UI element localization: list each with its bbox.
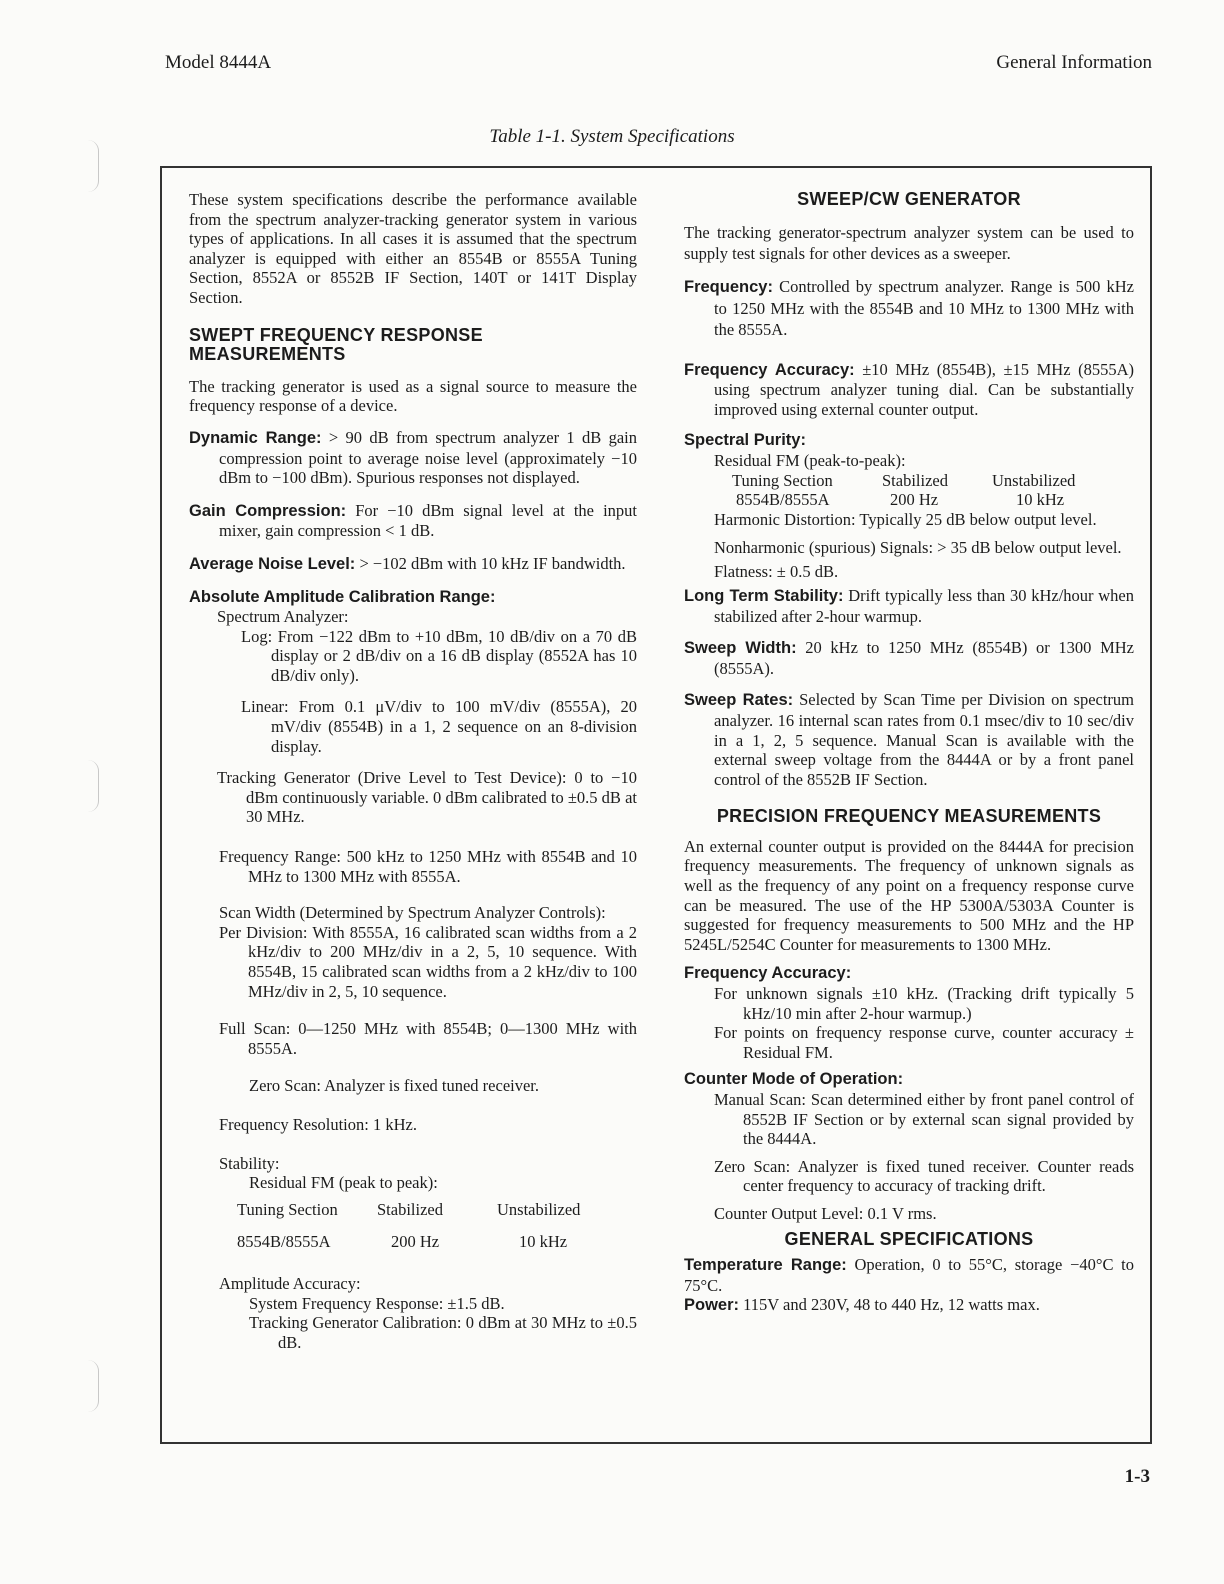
sweep-rates-text: Selected by Scan Time per Division on spectrum analyzer. 16 internal scan rates from 0.1 msec/div to 10 sec/div in a 1, 2, 5 sequence. Manual Scan is available with the external sweep voltage from the 8444A or by a front panel control of the 8552B IF Section. xyxy=(714,690,1135,789)
sweep-width-text: 20 kHz to 1250 MHz (8554B) or 1300 MHz (8555A). xyxy=(714,638,1134,678)
table-cell-tuning: 8554B/8555A xyxy=(736,490,830,510)
counter-mode-label: Counter Mode of Operation: xyxy=(684,1070,904,1089)
avg-noise-text: > −102 dBm with 10 kHz IF bandwidth. xyxy=(359,553,626,573)
sweep-intro: The tracking generator-spectrum analyzer system can be used to supply test signals for other devices as a sweeper. xyxy=(684,222,1134,263)
table-caption: Table 1-1. System Specifications xyxy=(489,126,735,147)
power-spec xyxy=(684,1295,1134,1316)
left-column xyxy=(189,190,637,1352)
spec-table-frame xyxy=(160,166,1152,1444)
freq-accuracy-text: ±10 MHz (8554B), ±15 MHz (8555A) using spectrum analyzer tuning dial. Can be substantially improved using external counter output. xyxy=(714,359,1134,419)
sys-freq-response-spec: System Frequency Response: ±1.5 dB. xyxy=(249,1293,505,1313)
linear-spec: Linear: From 0.1 μV/div to 100 mV/div (8555A), 20 mV/div (8554B) in a 1, 2 sequence on an 8-division display. xyxy=(241,697,637,756)
spectrum-analyzer-label: Spectrum Analyzer: xyxy=(217,607,349,627)
power-text: 115V and 230V, 48 to 440 Hz, 12 watts max. xyxy=(743,1295,1040,1315)
frequency-spec xyxy=(684,276,1134,340)
gain-compression-label: Gain Compression: xyxy=(189,501,347,520)
long-term-spec xyxy=(684,586,1134,626)
manual-scan-spec: Manual Scan: Scan determined either by front panel control of 8552B IF Section or by external scan signal provided by the 8444A. xyxy=(714,1090,1134,1149)
table-header-stabilized: Stabilized xyxy=(882,470,948,490)
freq-range-spec: Frequency Range: 500 kHz to 1250 MHz with 8554B and 10 MHz to 1300 MHz with 8555A. xyxy=(219,847,637,886)
temperature-spec xyxy=(684,1255,1134,1295)
tracking-gen-spec: Tracking Generator (Drive Level to Test Device): 0 to −10 dBm continuously variable. 0 dBm calibrated to ±0.5 dB at 30 MHz. xyxy=(217,768,637,827)
table-header-tuning: Tuning Section xyxy=(237,1199,338,1219)
counter-zero-scan-spec: Zero Scan: Analyzer is fixed tuned receiver. Counter reads center frequency to accuracy of tracking drift. xyxy=(714,1156,1134,1196)
residual-fm-table xyxy=(237,1200,637,1252)
points-spec: For points on frequency response curve, counter accuracy ± Residual FM. xyxy=(714,1023,1134,1062)
per-division-spec: Per Division: With 8555A, 16 calibrated scan widths from a 2 kHz/div to 200 MHz/div in a 2, 5, 10 sequence. With 8554B, 15 calibrated scan widths from a 2 kHz/div to 100 MHz/div in 2, 5, 10 sequence. xyxy=(219,922,637,1001)
section-title-general: GENERAL SPECIFICATIONS xyxy=(784,1228,1034,1249)
residual-fm-label: Residual FM (peak to peak): xyxy=(249,1173,438,1193)
freq-resolution-spec: Frequency Resolution: 1 kHz. xyxy=(219,1114,417,1134)
frequency-text: Controlled by spectrum analyzer. Range is 500 kHz to 1250 MHz with the 8554B and 10 MHz to 1300 MHz with the 8555A. xyxy=(714,276,1135,339)
sweep-width-spec xyxy=(684,638,1134,678)
harmonic-spec: Harmonic Distortion: Typically 25 dB below output level. xyxy=(714,509,1097,529)
temperature-text: Operation, 0 to 55°C, storage −40°C to 75°C. xyxy=(684,1255,1135,1295)
freq-accuracy-label: Frequency Accuracy: xyxy=(684,360,855,379)
unknown-signals-spec: For unknown signals ±10 kHz. (Tracking drift typically 5 kHz/10 min after 2-hour warmup.) xyxy=(714,984,1134,1023)
frequency-label: Frequency: xyxy=(684,277,773,296)
table-header-unstabilized: Unstabilized xyxy=(497,1199,581,1219)
page-number: 1-3 xyxy=(1124,1466,1150,1487)
spectral-purity-label: Spectral Purity: xyxy=(684,431,806,450)
long-term-label: Long Term Stability: xyxy=(684,586,844,605)
dynamic-range-label: Dynamic Range: xyxy=(189,428,322,447)
section-title-swept: SWEPT FREQUENCY RESPONSE MEASUREMENTS xyxy=(189,324,483,365)
abs-amp-label: Absolute Amplitude Calibration Range: xyxy=(189,587,496,606)
zero-scan-spec: Zero Scan: Analyzer is fixed tuned receiver. xyxy=(249,1076,540,1096)
pf-accuracy-label: Frequency Accuracy: xyxy=(684,964,852,983)
nonharmonic-spec: Nonharmonic (spurious) Signals: > 35 dB below output level. xyxy=(714,538,1122,558)
table-cell-tuning: 8554B/8555A xyxy=(237,1232,331,1252)
swept-intro: The tracking generator is used as a signal source to measure the frequency response of a device. xyxy=(189,376,637,416)
dynamic-range-text: > 90 dB from spectrum analyzer 1 dB gain compression point to average noise level (approximately −10 dBm to −100 dBm). Spurious responses not displayed. xyxy=(219,427,637,488)
section-title-precision: PRECISION FREQUENCY MEASUREMENTS xyxy=(716,806,1102,827)
table-header-stabilized: Stabilized xyxy=(377,1199,443,1219)
precision-intro: An external counter output is provided on the 8444A for precision frequency measurements. The frequency of unknown signals as well as the frequency of any point on a frequency response curve can be measured. The use of the HP 5300A/5303A Counter is suggested for frequency measurements to 500 MHz and the HP 5245L/5254C Counter for measurements to 1300 MHz. xyxy=(684,836,1134,954)
scan-width-spec: Scan Width (Determined by Spectrum Analyzer Controls): xyxy=(219,903,606,923)
temperature-label: Temperature Range: xyxy=(684,1256,847,1275)
punch-hole-mark xyxy=(88,760,99,812)
counter-output-spec: Counter Output Level: 0.1 V rms. xyxy=(714,1203,937,1223)
dynamic-range-spec xyxy=(189,428,637,488)
tg-calibration-spec: Tracking Generator Calibration: 0 dBm at 30 MHz to ±0.5 dB. xyxy=(249,1313,637,1352)
avg-noise-label: Average Noise Level: xyxy=(189,554,356,573)
freq-accuracy-spec xyxy=(684,360,1134,420)
right-column xyxy=(684,190,1134,1316)
punch-hole-mark xyxy=(88,1360,99,1412)
section-title-sweep: SWEEP/CW GENERATOR xyxy=(797,189,1021,209)
full-scan-spec: Full Scan: 0—1250 MHz with 8554B; 0—1300 MHz with 8555A. xyxy=(219,1019,637,1058)
table-cell-unstabilized: 10 kHz xyxy=(519,1232,568,1252)
residual-fm-table-right xyxy=(732,471,1134,510)
flatness-spec: Flatness: ± 0.5 dB. xyxy=(714,562,839,582)
gain-compression-spec xyxy=(189,501,637,541)
sweep-width-label: Sweep Width: xyxy=(684,639,797,658)
amplitude-accuracy-label: Amplitude Accuracy: xyxy=(219,1273,361,1293)
table-cell-stabilized: 200 Hz xyxy=(890,490,939,510)
table-header-tuning: Tuning Section xyxy=(732,470,833,490)
power-label: Power: xyxy=(684,1296,740,1315)
table-cell-stabilized: 200 Hz xyxy=(391,1232,440,1252)
header-model: Model 8444A xyxy=(165,52,272,73)
header-section: General Information xyxy=(996,52,1152,73)
sweep-rates-spec xyxy=(684,690,1134,789)
long-term-text: Drift typically less than 30 kHz/hour when stabilized after 2-hour warmup. xyxy=(714,585,1135,626)
gain-compression-text: For −10 dBm signal level at the input mixer, gain compression < 1 dB. xyxy=(219,500,637,541)
intro-paragraph: These system specifications describe the performance available from the spectrum analyzer-tracking generator system in various types of applications. In all cases it is assumed that the spectrum analyzer is equipped with either an 8554B or 8555A Tuning Section, 8552A or 8552B IF Section, 140T or 141T Display Section. xyxy=(189,190,637,307)
avg-noise-spec xyxy=(189,554,637,575)
table-header-unstabilized: Unstabilized xyxy=(992,470,1076,490)
table-cell-unstabilized: 10 kHz xyxy=(1016,490,1065,510)
residual-fm-label-right: Residual FM (peak-to-peak): xyxy=(714,450,906,470)
punch-hole-mark xyxy=(88,140,99,192)
stability-label: Stability: xyxy=(219,1153,280,1173)
log-spec: Log: From −122 dBm to +10 dBm, 10 dB/div on a 70 dB display or 2 dB/div on a 16 dB display (8552A has 10 dB/div only). xyxy=(241,626,637,685)
sweep-rates-label: Sweep Rates: xyxy=(684,691,794,710)
